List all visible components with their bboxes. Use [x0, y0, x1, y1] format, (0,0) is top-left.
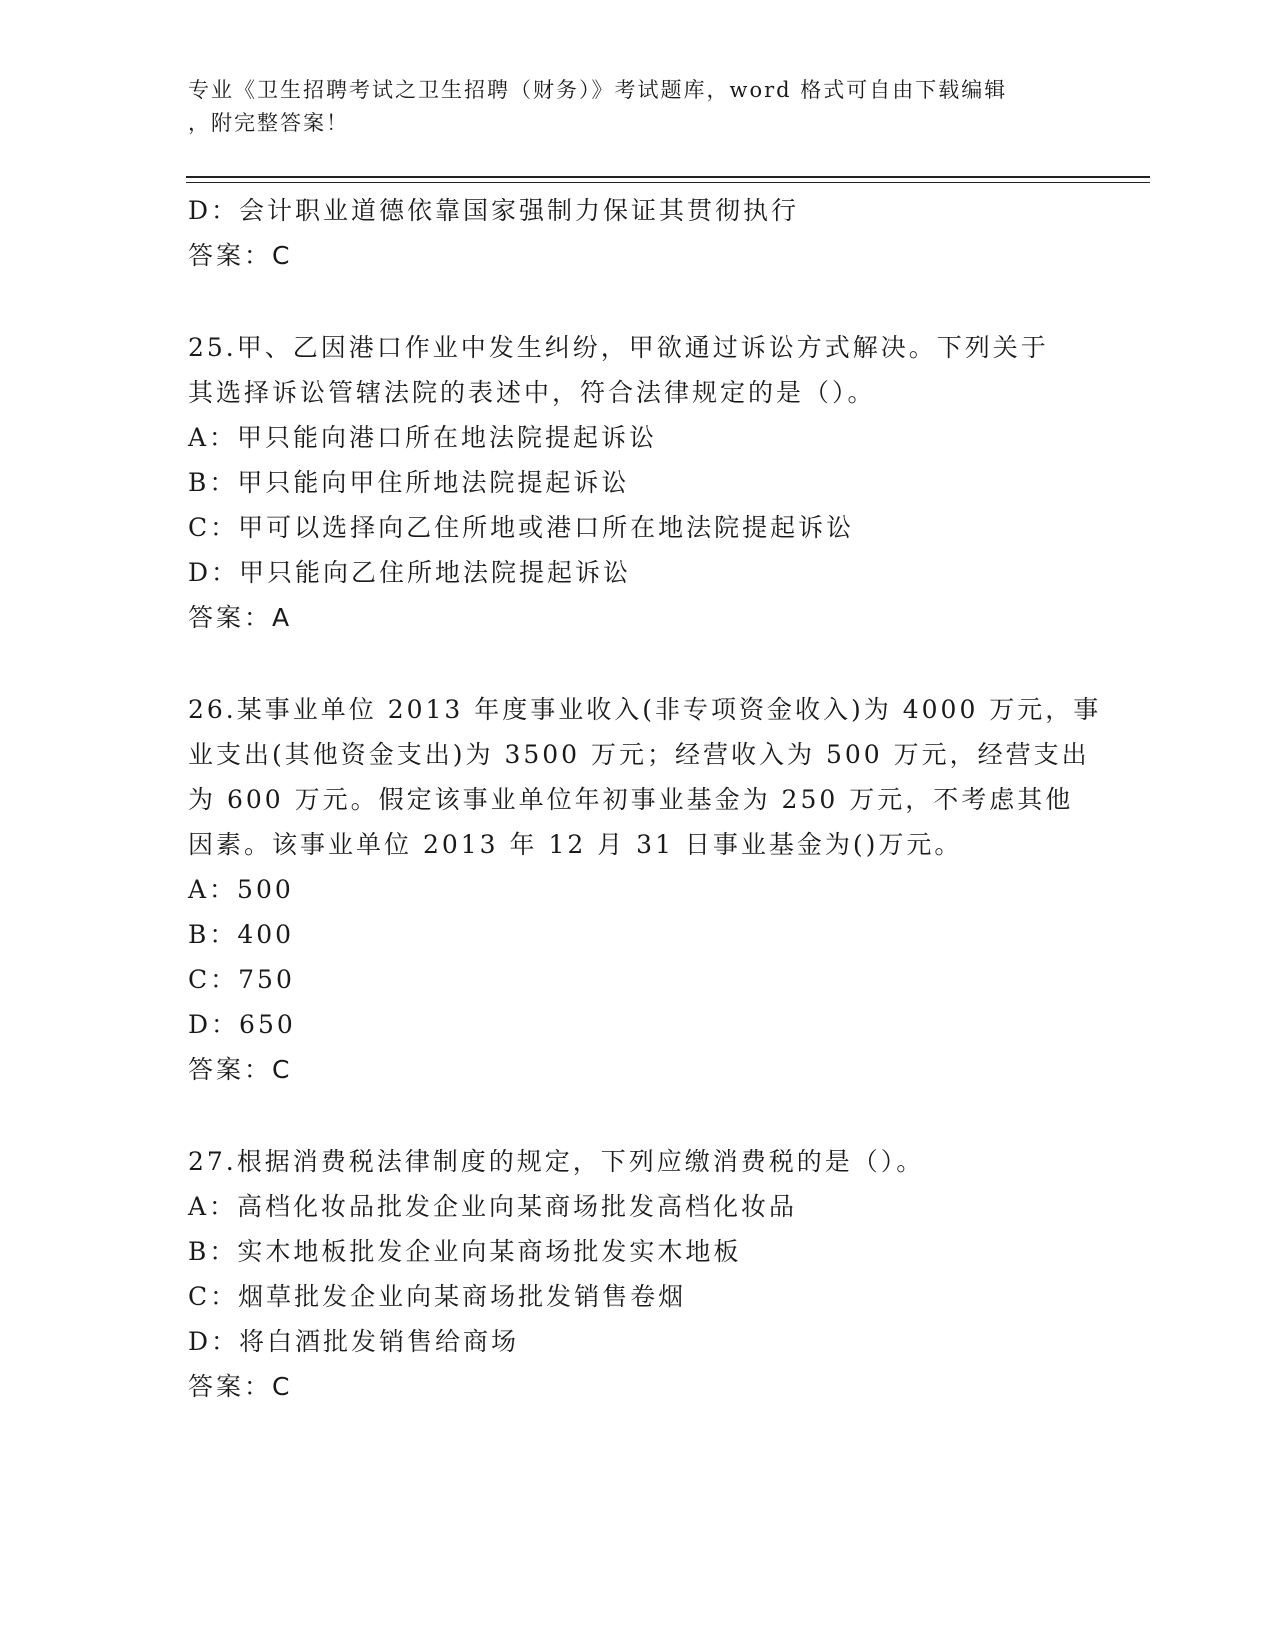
- question-stem: 业支出(其他资金支出)为 3500 万元；经营收入为 500 万元，经营支出: [188, 740, 1090, 769]
- question-stem: 因素。该事业单位 2013 年 12 月 31 日事业基金为()万元。: [188, 830, 963, 859]
- header-rule-thin: [186, 182, 1150, 183]
- answer: 答案：C: [188, 1372, 293, 1401]
- question-content: [188, 188, 1102, 1409]
- option-a: A：高档化妆品批发企业向某商场批发高档化妆品: [188, 1192, 798, 1221]
- option-d: D：会计职业道德依靠国家强制力保证其贯彻执行: [188, 196, 800, 225]
- option-d: D：650: [188, 1010, 296, 1039]
- option-c: C：甲可以选择向乙住所地或港口所在地法院提起诉讼: [188, 513, 855, 542]
- option-b: B：400: [188, 920, 295, 949]
- question-24-tail: [188, 188, 1088, 278]
- question-stem: 为 600 万元。假定该事业单位年初事业基金为 250 万元，不考虑其他: [188, 785, 1074, 814]
- option-c: C：烟草批发企业向某商场批发销售卷烟: [188, 1282, 687, 1311]
- answer: 答案：A: [188, 603, 293, 632]
- question-27: [188, 1139, 1088, 1409]
- question-25: [188, 325, 1088, 640]
- option-a: A：甲只能向港口所在地法院提起诉讼: [188, 423, 658, 452]
- header-rule-thick: [186, 176, 1150, 178]
- question-stem: 27.根据消费税法律制度的规定，下列应缴消费税的是（）。: [188, 1147, 925, 1176]
- question-stem: 25.甲、乙因港口作业中发生纠纷，甲欲通过诉讼方式解决。下列关于: [188, 333, 1049, 362]
- document-header: [188, 74, 1068, 140]
- option-b: B：实木地板批发企业向某商场批发实木地板: [188, 1237, 742, 1266]
- header-line-1: 专业《卫生招聘考试之卫生招聘（财务）》考试题库，word 格式可自由下载编辑: [188, 78, 1008, 102]
- question-26: [188, 687, 1102, 1092]
- answer: 答案：C: [188, 1055, 293, 1084]
- option-d: D：将白酒批发销售给商场: [188, 1327, 520, 1356]
- header-line-2: ，附完整答案！: [188, 111, 349, 135]
- option-c: C：750: [188, 965, 295, 994]
- answer: 答案：C: [188, 241, 293, 270]
- option-d: D：甲只能向乙住所地法院提起诉讼: [188, 558, 632, 587]
- option-a: A：500: [188, 875, 294, 904]
- question-stem: 其选择诉讼管辖法院的表述中，符合法律规定的是（）。: [188, 378, 876, 407]
- option-b: B：甲只能向甲住所地法院提起诉讼: [188, 468, 630, 497]
- question-stem: 26.某事业单位 2013 年度事业收入(非专项资金收入)为 4000 万元，事: [188, 695, 1102, 724]
